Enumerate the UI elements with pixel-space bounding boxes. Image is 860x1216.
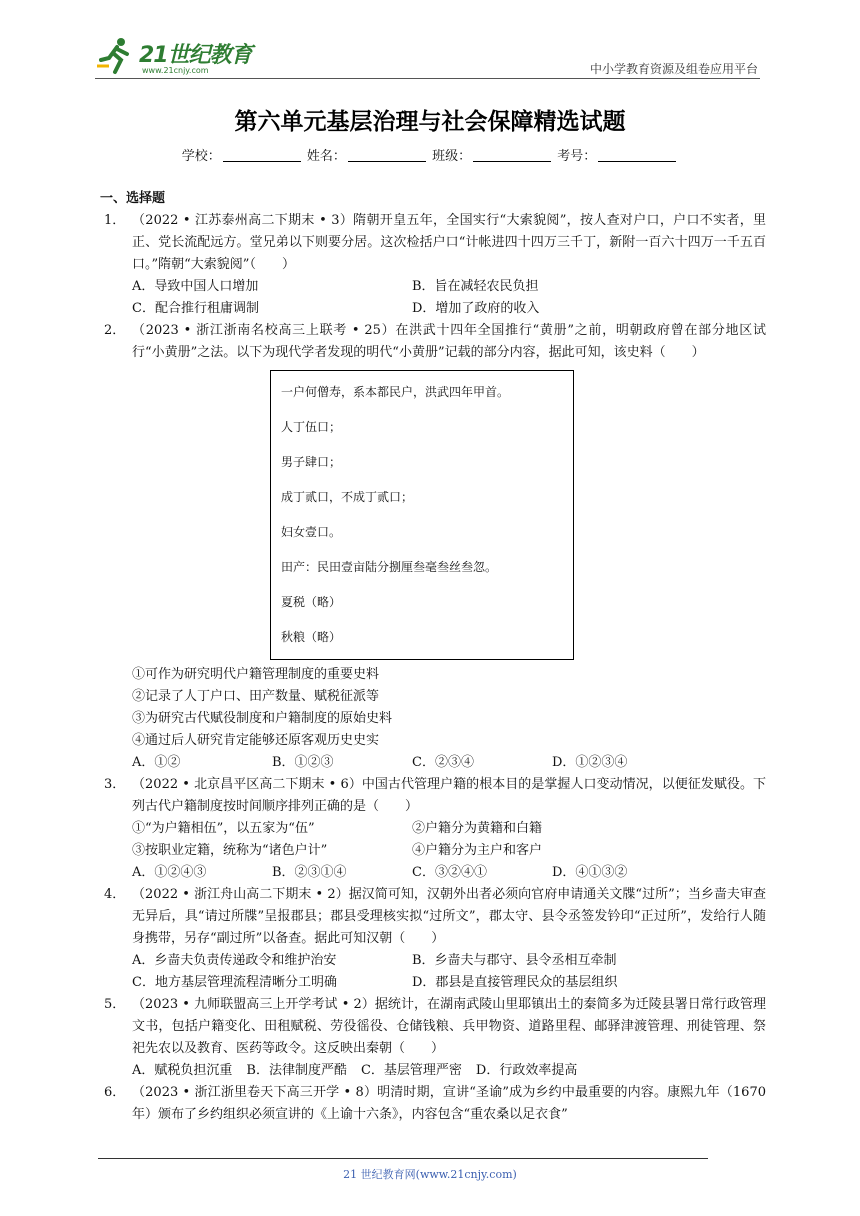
source-line: 男子肆口； bbox=[281, 455, 342, 469]
statement: ④通过后人研究肯定能够还原客观历史史实 bbox=[132, 733, 380, 748]
logo-url: www.21cnjy.com bbox=[142, 66, 209, 75]
options-row bbox=[100, 972, 766, 994]
question-list bbox=[100, 188, 766, 1126]
question-text: （2023 • 浙江浙里卷天下高三开学 • 8）明清时期，宣讲“圣谕”成为乡约中最重要的内容。康熙九年（1670 年）颁布了乡约组织必须宣讲的《上谕十六条》，内容包含“重农桑以足衣食” bbox=[132, 1085, 766, 1122]
school-blank[interactable] bbox=[223, 161, 301, 162]
option-b[interactable]: B．①②③ bbox=[272, 755, 334, 770]
option-c[interactable]: C．②③④ bbox=[412, 755, 474, 770]
option-a[interactable]: A．导致中国人口增加 bbox=[132, 279, 259, 294]
option-c[interactable]: C．基层管理严密 bbox=[360, 1063, 462, 1078]
option-b[interactable]: B．旨在减轻农民负担 bbox=[412, 279, 539, 294]
statement: ②户籍分为黄籍和白籍 bbox=[412, 821, 543, 836]
question-number: 5． bbox=[104, 997, 126, 1012]
option-b[interactable]: B．②③①④ bbox=[272, 865, 347, 880]
options-row bbox=[100, 1060, 766, 1082]
options-row bbox=[100, 276, 766, 298]
school-label: 学校： bbox=[181, 149, 221, 164]
question-text: （2023 • 浙江浙南名校高三上联考 • 25）在洪武十四年全国推行“黄册”之前，明朝政府曾在部分地区试行“小黄册”之法。以下为现代学者发现的明代“小黄册”记载的部分内容，据此可知，该史料（ ） bbox=[132, 323, 766, 360]
statement: ③为研究古代赋役制度和户籍制度的原始史料 bbox=[132, 711, 393, 726]
header-divider bbox=[95, 78, 760, 79]
option-a[interactable]: A．①②④③ bbox=[132, 865, 207, 880]
options-row bbox=[100, 752, 766, 774]
section-heading: 一、选择题 bbox=[100, 191, 166, 206]
question-number: 6． bbox=[104, 1085, 126, 1100]
logo-text: 21世纪教育 bbox=[139, 43, 252, 68]
option-a[interactable]: A．乡啬夫负责传递政令和维护治安 bbox=[132, 953, 337, 968]
statement: ④户籍分为主户和客户 bbox=[412, 843, 543, 858]
source-line: 田产：民田壹亩陆分捌厘叁毫叁丝叁忽。 bbox=[281, 560, 498, 574]
exam-no-blank[interactable] bbox=[598, 161, 676, 162]
option-b[interactable]: B．乡啬夫与郡守、县令丞相互牵制 bbox=[412, 953, 617, 968]
statement: ②记录了人丁户口、田产数量、赋税征派等 bbox=[132, 689, 380, 704]
option-a[interactable]: A．①② bbox=[132, 755, 181, 770]
options-row bbox=[100, 298, 766, 320]
option-b[interactable]: B．法律制度严酷 bbox=[246, 1063, 347, 1078]
question-text: （2022 • 浙江舟山高二下期末 • 2）据汉简可知，汉朝外出者必须向官府申请通关文牒“过所”；当乡啬夫审查无异后，具“请过所牒”呈报郡县；郡县受理核实拟“过所文”，郡太守、县令丞签发钤印“正过所”，发给行人随身携带，另存“副过所”以备查。据此可知汉朝（ ） bbox=[132, 887, 766, 946]
name-blank[interactable] bbox=[348, 161, 426, 162]
source-line: 妇女壹口。 bbox=[281, 525, 342, 539]
source-material-box bbox=[270, 370, 574, 660]
option-d[interactable]: D．行政效率提高 bbox=[475, 1063, 578, 1078]
question-2 bbox=[100, 320, 766, 364]
question-text: （2022 • 江苏泰州高二下期末 • 3）隋朝开皇五年，全国实行“大索貌阅”，按人查对户口，户口不实者，里正、党长流配远方。堂兄弟以下则要分居。这次检括户口“计帐进四十四万三千丁，新附一百六十四万一千五百口。”隋朝“大索貌阅”（ ） bbox=[132, 213, 766, 272]
page-title: 第六单元基层治理与社会保障精选试题 bbox=[234, 109, 626, 135]
option-c[interactable]: C．③②④① bbox=[412, 865, 487, 880]
exam-no-label: 考号： bbox=[557, 149, 597, 164]
statement: ①可作为研究明代户籍管理制度的重要史料 bbox=[132, 667, 380, 682]
question-5 bbox=[100, 994, 766, 1060]
statement: ③按职业定籍，统称为“诸色户计” bbox=[132, 843, 328, 858]
question-1 bbox=[100, 210, 766, 276]
question-6 bbox=[100, 1082, 766, 1126]
statements-row bbox=[100, 840, 766, 862]
source-line: 秋粮（略） bbox=[281, 630, 342, 644]
options-row bbox=[100, 950, 766, 972]
statement: ①“为户籍相伍”，以五家为“伍” bbox=[132, 821, 315, 836]
site-logo[interactable] bbox=[95, 36, 275, 78]
class-label: 班级： bbox=[432, 149, 472, 164]
page-header bbox=[95, 30, 760, 80]
option-d[interactable]: D．郡县是直接管理民众的基层组织 bbox=[412, 975, 618, 990]
option-a[interactable]: A．赋税负担沉重 bbox=[132, 1063, 233, 1078]
source-line: 一户何僧寿，系本都民户，洪武四年甲首。 bbox=[281, 385, 510, 399]
question-number: 2． bbox=[104, 323, 126, 338]
statements-row bbox=[100, 818, 766, 840]
source-line: 人丁伍口； bbox=[281, 420, 342, 434]
class-blank[interactable] bbox=[473, 161, 551, 162]
question-text: （2022 • 北京昌平区高二下期末 • 6）中国古代管理户籍的根本目的是掌握人口变动情况，以便征发赋役。下列古代户籍制度按时间顺序排列正确的是（ ） bbox=[132, 777, 766, 814]
options-row bbox=[100, 862, 766, 884]
option-d[interactable]: D．增加了政府的收入 bbox=[412, 301, 540, 316]
option-d[interactable]: D．④①③② bbox=[552, 865, 628, 880]
page-footer[interactable]: 21 世纪教育网(www.21cnjy.com) bbox=[343, 1168, 517, 1181]
source-line: 夏税（略） bbox=[281, 595, 342, 609]
runner-icon bbox=[95, 36, 135, 76]
footer-divider bbox=[98, 1158, 708, 1159]
question-number: 4． bbox=[104, 887, 126, 902]
question-number: 1． bbox=[104, 213, 126, 228]
platform-name: 中小学教育资源及组卷应用平台 bbox=[589, 62, 758, 76]
question-text: （2023 • 九师联盟高三上开学考试 • 2）据统计，在湖南武陵山里耶镇出土的秦简多为迁陵县署日常行政管理文书，包括户籍变化、田租赋税、劳役徭役、仓储钱粮、兵甲物资、道路里程、邮驿津渡管理、刑徒管理、祭祀先农以及教育、医药等政令。这反映出秦朝（ ） bbox=[132, 997, 766, 1056]
option-c[interactable]: C．地方基层管理流程清晰分工明确 bbox=[132, 975, 337, 990]
source-line: 成丁贰口，不成丁贰口； bbox=[281, 490, 414, 504]
name-label: 姓名： bbox=[306, 149, 346, 164]
question-number: 3． bbox=[104, 777, 126, 792]
student-info bbox=[0, 145, 860, 164]
option-c[interactable]: C．配合推行租庸调制 bbox=[132, 301, 259, 316]
question-4 bbox=[100, 884, 766, 950]
option-d[interactable]: D．①②③④ bbox=[552, 755, 628, 770]
question-3 bbox=[100, 774, 766, 818]
